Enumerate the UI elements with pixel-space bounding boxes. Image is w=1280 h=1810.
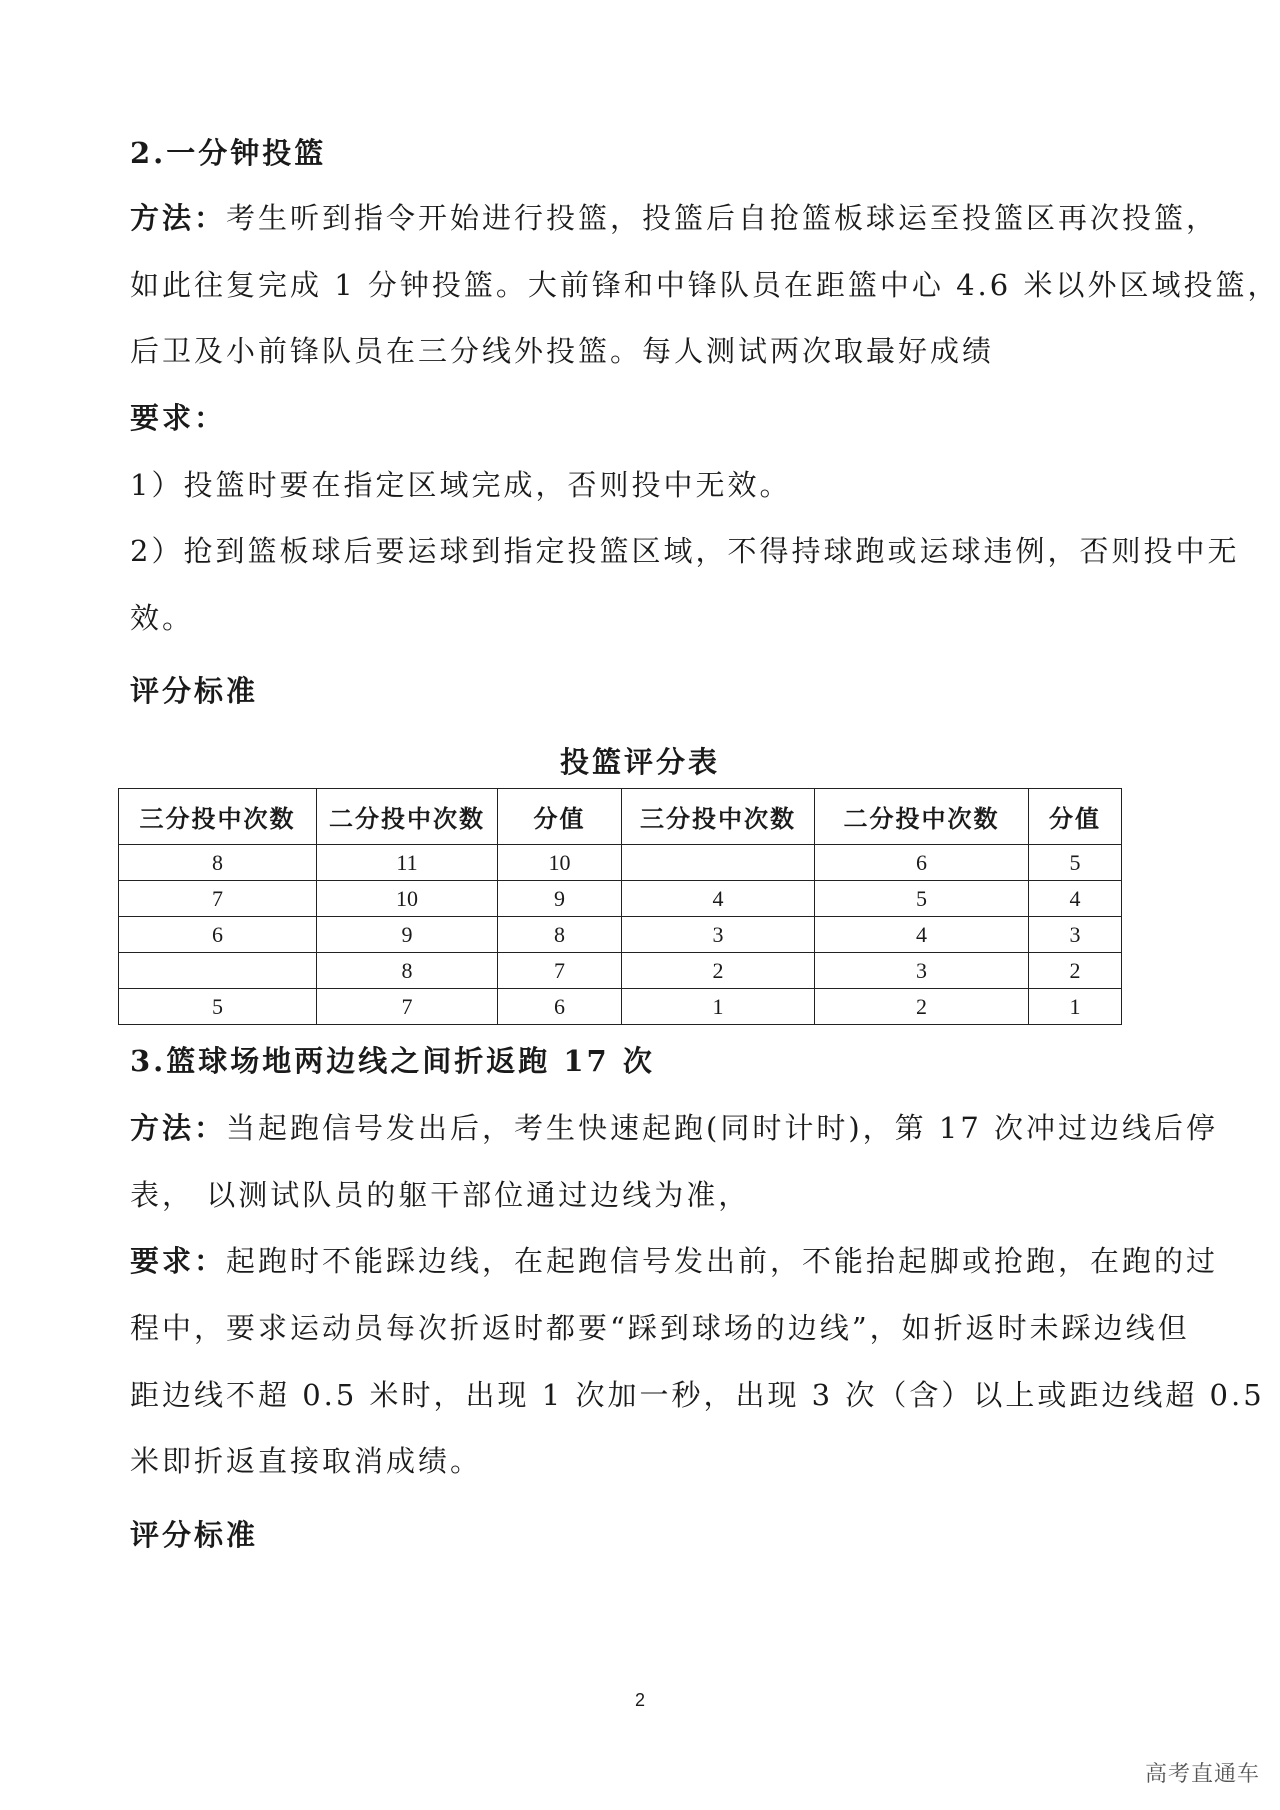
section3-req-line2: 程中，要求运动员每次折返时都要“踩到球场的边线”，如折返时未踩边线但	[130, 1311, 1190, 1345]
section2-method-line3: 后卫及小前锋队员在三分线外投篮。每人测试两次取最好成绩	[130, 334, 995, 368]
score-table-title: 投篮评分表	[559, 745, 720, 779]
section3-method-label: 方法：	[130, 1111, 227, 1145]
table-cell: 7	[317, 989, 498, 1025]
table-cell: 7	[498, 953, 622, 989]
section2-method-label: 方法：	[130, 201, 227, 235]
table-cell: 5	[815, 881, 1029, 917]
section3-req-label: 要求：	[130, 1244, 227, 1278]
section3-heading: 3.篮球场地两边线之间折返跑 17 次	[130, 1044, 655, 1078]
table-cell	[119, 953, 317, 989]
table-cell: 2	[815, 989, 1029, 1025]
header-cell: 二分投中次数	[317, 789, 498, 845]
table-cell: 3	[815, 953, 1029, 989]
table-row	[119, 881, 1122, 917]
table-row	[119, 917, 1122, 953]
section2-method-text1: 考生听到指令开始进行投篮，投篮后自抢篮板球运至投篮区再次投篮，	[226, 201, 1219, 235]
table-cell: 6	[815, 845, 1029, 881]
table-row	[119, 845, 1122, 881]
section3-criteria-label: 评分标准	[130, 1518, 259, 1552]
header-cell: 二分投中次数	[815, 789, 1029, 845]
table-cell: 5	[119, 989, 317, 1025]
table-cell: 9	[498, 881, 622, 917]
section2-criteria-label: 评分标准	[130, 674, 259, 708]
section2-req-line1: 1）投篮时要在指定区域完成，否则投中无效。	[130, 468, 792, 502]
table-cell: 4	[815, 917, 1029, 953]
header-cell: 三分投中次数	[119, 789, 317, 845]
section2-req-label: 要求：	[130, 401, 227, 435]
table-cell: 1	[622, 989, 815, 1025]
table-cell: 7	[119, 881, 317, 917]
table-cell: 9	[317, 917, 498, 953]
section3-req-line4: 米即折返直接取消成绩。	[130, 1444, 483, 1478]
table-cell: 4	[1029, 881, 1122, 917]
table-cell: 8	[498, 917, 622, 953]
score-table-header-row	[119, 789, 1122, 845]
header-cell: 分值	[1029, 789, 1122, 845]
page-number: 2	[634, 1690, 645, 1710]
table-row	[119, 989, 1122, 1025]
table-cell: 5	[1029, 845, 1122, 881]
watermark-text: 高考直通车	[1144, 1762, 1260, 1787]
section3-req-text1: 起跑时不能踩边线，在起跑信号发出前，不能抬起脚或抢跑，在跑的过	[226, 1244, 1219, 1278]
score-table	[118, 788, 1122, 1025]
section2-method-line1	[130, 200, 1218, 236]
section3-method-line2: 表， 以测试队员的躯干部位通过边线为准，	[130, 1178, 751, 1212]
section3-req-line3: 距边线不超 0.5 米时，出现 1 次加一秒，出现 3 次（含）以上或距边线超 0.5	[130, 1378, 1265, 1412]
header-cell: 三分投中次数	[622, 789, 815, 845]
table-row	[119, 953, 1122, 989]
section3-method-text1: 当起跑信号发出后，考生快速起跑(同时计时)，第 17 次冲过边线后停	[226, 1111, 1218, 1145]
table-cell: 3	[622, 917, 815, 953]
table-cell: 1	[1029, 989, 1122, 1025]
section3-method-line1	[130, 1110, 1218, 1146]
table-cell: 11	[317, 845, 498, 881]
section3-req-line1	[130, 1243, 1218, 1279]
table-cell: 6	[498, 989, 622, 1025]
table-cell: 8	[317, 953, 498, 989]
table-cell: 4	[622, 881, 815, 917]
section2-req-line2: 2）抢到篮板球后要运球到指定投篮区域，不得持球跑或运球违例，否则投中无	[130, 534, 1240, 568]
table-cell	[622, 845, 815, 881]
section2-heading: 2.一分钟投篮	[130, 136, 327, 170]
table-cell: 10	[498, 845, 622, 881]
table-cell: 8	[119, 845, 317, 881]
table-cell: 2	[1029, 953, 1122, 989]
table-cell: 2	[622, 953, 815, 989]
section2-req-line3: 效。	[130, 601, 195, 635]
table-cell: 6	[119, 917, 317, 953]
table-cell: 10	[317, 881, 498, 917]
section2-method-line2: 如此往复完成 1 分钟投篮。大前锋和中锋队员在距篮中心 4.6 米以外区域投篮，	[130, 268, 1280, 302]
header-cell: 分值	[498, 789, 622, 845]
table-cell: 3	[1029, 917, 1122, 953]
